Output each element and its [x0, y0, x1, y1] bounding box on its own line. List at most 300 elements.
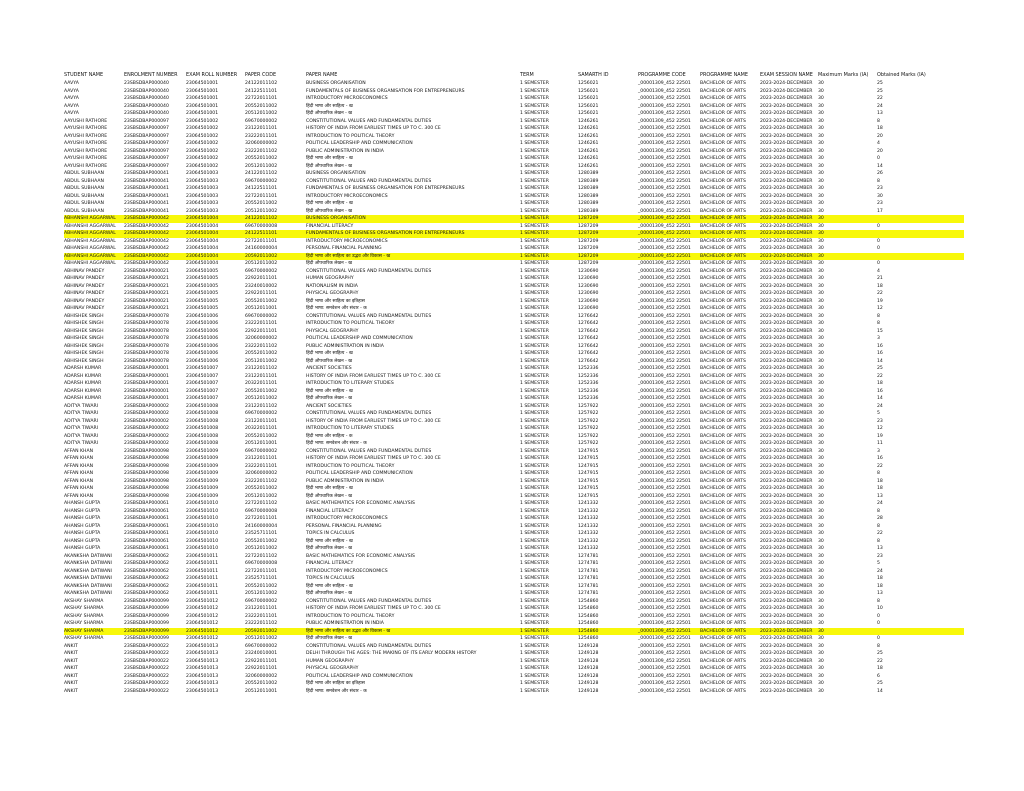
table-cell: 23SBSDBAP000061 [124, 523, 169, 529]
table-cell: _00001309_452 22501 [638, 426, 691, 431]
table-cell: 2023-2024-DECEMBER [760, 156, 813, 161]
table-cell: 69670000008 [245, 508, 278, 514]
table-cell: 69670000002 [245, 118, 278, 124]
table-cell: 23SBSDBAP000022 [124, 658, 169, 664]
table-row [64, 298, 964, 306]
table-cell: 1287209 [578, 223, 599, 229]
table-cell: INTRODUCTORY MICROECONOMICS [306, 568, 388, 574]
table-cell: 1 SEMESTER [520, 681, 549, 686]
table-cell: 23SBSDBAP000099 [124, 613, 169, 619]
table-cell: 18 [877, 666, 883, 671]
table-cell: 1257922 [578, 441, 599, 446]
table-cell: HISTORY OF INDIA FROM EARLIEST TIMES UP TO C. 300 CE [306, 126, 441, 131]
table-cell: 20592011002 [245, 253, 278, 259]
table-cell: 23SBSDBAP000061 [124, 501, 169, 506]
table-cell: 1 SEMESTER [520, 606, 549, 611]
table-cell: 13 [877, 546, 883, 551]
column-header: PROGRAMME CODE [638, 72, 686, 78]
table-cell: 30 [818, 636, 824, 641]
table-cell: 1230690 [578, 298, 599, 304]
table-cell: 2023-2024-DECEMBER [760, 463, 813, 469]
table-cell: CONSTITUTIONAL VALUES AND FUNDAMENTAL DUTIES [306, 313, 432, 319]
table-cell: 23SBSDBAP000021 [124, 306, 169, 311]
table-cell: 30 [818, 478, 824, 484]
table-cell: 30 [818, 523, 824, 529]
table-cell: BACHELOR OF ARTS [700, 643, 746, 649]
table-cell: 23064501013 [186, 688, 219, 694]
table-cell: FINANCIAL LITERACY [306, 508, 354, 514]
table-row [64, 478, 964, 486]
table-cell: BACHELOR OF ARTS [700, 351, 746, 356]
table-cell: 1 SEMESTER [520, 351, 549, 356]
table-cell: 30 [818, 576, 824, 581]
table-cell: 1247915 [578, 486, 599, 491]
table-cell: 22722011102 [245, 501, 278, 506]
table-cell: BACHELOR OF ARTS [700, 418, 746, 424]
table-cell: 23064501010 [186, 546, 219, 551]
table-cell: AAVYA [64, 88, 79, 94]
table-cell: 23SBSDBAP000042 [124, 223, 169, 229]
table-cell: _00001309_452 22501 [638, 516, 691, 521]
table-cell: 23SBSDBAP000040 [124, 81, 169, 86]
table-cell: AHANSH GUPTA [64, 523, 101, 529]
table-cell: हिंदी भाषा और साहित्य - क [306, 433, 353, 439]
table-cell: 30 [877, 193, 883, 199]
table-cell: 25 [877, 88, 883, 94]
table-cell: 23064501004 [186, 238, 219, 244]
table-cell: 23SBSDBAP000022 [124, 681, 169, 686]
table-row [64, 643, 964, 651]
table-cell: 30 [818, 403, 824, 409]
table-cell: 30 [818, 156, 824, 161]
table-cell: INTRODUCTORY MICROECONOMICS [306, 193, 388, 199]
table-cell: 69670000002 [245, 411, 278, 416]
column-header: STUDENT NAME [64, 72, 104, 78]
table-cell: 23222011101 [245, 133, 278, 139]
table-row [64, 508, 964, 516]
table-cell: 23064501004 [186, 261, 219, 266]
table-cell: ABHANSHI AGGARWAL [64, 261, 116, 266]
table-cell: _00001309_452 22501 [638, 636, 691, 641]
table-cell: 1 SEMESTER [520, 403, 549, 409]
table-cell: 1 SEMESTER [520, 171, 549, 176]
table-cell: 1276642 [578, 321, 599, 326]
table-cell: 23222011101 [245, 463, 278, 469]
table-cell: 30 [818, 118, 824, 124]
table-cell: BACHELOR OF ARTS [700, 268, 746, 274]
table-cell: 22722011101 [245, 238, 278, 244]
table-cell: BACHELOR OF ARTS [700, 193, 746, 199]
table-cell: 23SBSDBAP000097 [124, 148, 169, 154]
table-cell: हिंदी औपचारिक लेखन - ख [306, 591, 352, 596]
table-cell: 23122011101 [245, 456, 278, 461]
table-cell: 1246261 [578, 156, 599, 161]
table-cell: _00001309_452 22501 [638, 253, 691, 259]
table-row [64, 305, 964, 313]
table-cell: 1252336 [578, 388, 599, 394]
table-cell: 23SBSDBAP000078 [124, 328, 169, 334]
table-cell: 20512011002 [245, 261, 278, 266]
table-cell: INTRODUCTION TO POLITICAL THEORY [306, 463, 395, 469]
table-cell: ABHISHEK SINGH [64, 321, 104, 326]
table-cell: 32060000002 [245, 141, 278, 146]
table-cell: 8 [877, 313, 880, 319]
table-cell: 23SBSDBAP000098 [124, 448, 169, 454]
table-cell: 1 SEMESTER [520, 538, 549, 544]
table-cell: PUBLIC ADMINISTRATION IN INDIA [306, 621, 384, 626]
table-cell: ADARSH KUMAR [64, 381, 102, 386]
table-cell: 2023-2024-DECEMBER [760, 186, 813, 191]
table-cell: 23064501001 [186, 96, 219, 101]
table-cell: _00001309_452 22501 [638, 591, 691, 596]
table-cell: 23064501008 [186, 426, 219, 431]
table-cell: 5 [877, 411, 880, 416]
table-row [64, 418, 964, 426]
table-cell: BACHELOR OF ARTS [700, 238, 746, 244]
table-cell: _00001309_452 22501 [638, 96, 691, 101]
table-cell: 20512011002 [245, 493, 278, 499]
table-cell: AFFAN KHAN [64, 448, 94, 454]
table-cell: BACHELOR OF ARTS [700, 246, 746, 251]
table-cell: 23SBSDBAP000022 [124, 688, 169, 694]
table-cell: BACHELOR OF ARTS [700, 298, 746, 304]
table-cell: 1 SEMESTER [520, 88, 549, 94]
table-cell: 18 [877, 381, 883, 386]
table-cell: 23064501010 [186, 523, 219, 529]
table-cell: 1247915 [578, 493, 599, 499]
table-cell: 1 SEMESTER [520, 471, 549, 476]
table-cell: 23SBSDBAP000078 [124, 313, 169, 319]
table-cell: BACHELOR OF ARTS [700, 201, 746, 206]
table-cell: 23064501010 [186, 538, 219, 544]
table-row [64, 568, 964, 576]
table-cell: 30 [818, 81, 824, 86]
table-cell: AHANSH GUPTA [64, 516, 101, 521]
table-cell: 1287209 [578, 261, 599, 266]
column-header: EXAM SESSION NAME [760, 72, 813, 78]
table-cell: 8 [877, 178, 880, 184]
table-cell: 20322011101 [245, 381, 278, 386]
table-cell: 23SBSDBAP000040 [124, 96, 169, 101]
table-cell: ABHINAV PANDEY [64, 276, 105, 281]
table-cell: 23064501012 [186, 636, 219, 641]
table-cell: 23SBSDBAP000021 [124, 276, 169, 281]
table-cell: 23064501010 [186, 508, 219, 514]
table-cell: BACHELOR OF ARTS [700, 171, 746, 176]
table-cell: 30 [818, 418, 824, 424]
table-row [64, 260, 964, 268]
table-cell: 1252336 [578, 396, 599, 401]
table-cell: 1246261 [578, 133, 599, 139]
table-cell: BACHELOR OF ARTS [700, 688, 746, 694]
table-cell: 23064501005 [186, 291, 219, 296]
table-cell: 1 SEMESTER [520, 321, 549, 326]
table-cell: 1249128 [578, 651, 599, 656]
table-cell: 23SBSDBAP000001 [124, 366, 169, 371]
table-cell: BACHELOR OF ARTS [700, 261, 746, 266]
table-cell: 23064501008 [186, 441, 219, 446]
table-cell: 16 [877, 343, 883, 349]
table-cell: 8 [877, 598, 880, 604]
table-cell: 1230690 [578, 306, 599, 311]
table-cell: 23064501003 [186, 171, 219, 176]
table-cell: 20592011002 [245, 628, 278, 634]
table-cell: BACHELOR OF ARTS [700, 253, 746, 259]
table-cell: 1254860 [578, 636, 599, 641]
table-cell: 1280389 [578, 171, 599, 176]
table-cell: 24122011102 [245, 216, 278, 221]
table-cell: 11 [877, 441, 883, 446]
table-cell: ABDUL SUBHAAN [64, 193, 104, 199]
table-cell: ABHANSHI AGGARWAL [64, 231, 116, 236]
table-cell: 23064501004 [186, 223, 219, 229]
table-cell: 1 SEMESTER [520, 666, 549, 671]
table-cell: 23SBSDBAP000099 [124, 628, 169, 634]
table-cell: 2023-2024-DECEMBER [760, 538, 813, 544]
table-row [64, 365, 964, 373]
table-cell: हिंदी भाषा और साहित्य का उद्भव और विकास - ख [306, 253, 391, 259]
table-cell: 24122511101 [245, 231, 278, 236]
table-cell: हिंदी भाषा और साहित्य का इतिहास [306, 298, 365, 304]
table-cell: 20322011101 [245, 426, 278, 431]
table-cell: 2023-2024-DECEMBER [760, 88, 813, 94]
table-cell: 2023-2024-DECEMBER [760, 321, 813, 326]
table-cell: AAVYA [64, 103, 79, 109]
table-cell: 32060000002 [245, 673, 278, 679]
table-cell: 23SBSDBAP000062 [124, 553, 169, 559]
table-cell: 1 SEMESTER [520, 636, 549, 641]
table-cell: 2023-2024-DECEMBER [760, 396, 813, 401]
table-row [64, 88, 964, 96]
table-cell: BACHELOR OF ARTS [700, 313, 746, 319]
table-cell: 1252336 [578, 373, 599, 379]
table-cell: 23SBSDBAP000002 [124, 433, 169, 439]
table-cell: हिंदी भाषा और साहित्य - ख [306, 201, 353, 206]
table-cell: INTRODUCTION TO LITERARY STUDIES [306, 426, 394, 431]
table-cell: 23525711101 [245, 576, 278, 581]
table-cell: 1230690 [578, 276, 599, 281]
table-row [64, 470, 964, 478]
table-cell: 1 SEMESTER [520, 688, 549, 694]
table-cell: BACHELOR OF ARTS [700, 501, 746, 506]
table-cell: 23064501002 [186, 156, 219, 161]
table-cell: 1287209 [578, 216, 599, 221]
table-cell: 0 [877, 238, 880, 244]
table-cell: 17 [877, 208, 883, 214]
table-cell: 23064501002 [186, 133, 219, 139]
table-cell: 30 [818, 306, 824, 311]
table-cell: 23064501006 [186, 328, 219, 334]
table-cell: 23SBSDBAP000042 [124, 231, 169, 236]
table-cell: 23SBSDBAP000099 [124, 606, 169, 611]
table-cell: 1 SEMESTER [520, 441, 549, 446]
table-cell: हिंदी औपचारिक लेखन - ख [306, 636, 352, 641]
table-cell: 23SBSDBAP000078 [124, 351, 169, 356]
table-row [64, 403, 964, 411]
table-cell: AHANSH GUPTA [64, 538, 101, 544]
table-cell: 30 [818, 261, 824, 266]
table-cell: 1 SEMESTER [520, 193, 549, 199]
table-cell: 28 [877, 516, 883, 521]
table-cell: 1280389 [578, 208, 599, 214]
table-row [64, 583, 964, 591]
table-cell: 1 SEMESTER [520, 283, 549, 289]
table-cell: हिंदी औपचारिक लेखन - ख [306, 493, 352, 499]
table-cell: 23122011101 [245, 418, 278, 424]
table-cell: _00001309_452 22501 [638, 576, 691, 581]
table-cell: 32060000002 [245, 471, 278, 476]
table-cell: 23SBSDBAP000021 [124, 298, 169, 304]
table-cell: 1 SEMESTER [520, 268, 549, 274]
table-cell: BACHELOR OF ARTS [700, 156, 746, 161]
table-cell: BACHELOR OF ARTS [700, 681, 746, 686]
column-header: Maximum Marks (IA) [818, 72, 869, 78]
table-cell: _00001309_452 22501 [638, 471, 691, 476]
table-cell: AHANSH GUPTA [64, 508, 101, 514]
table-cell: 23SBSDBAP000061 [124, 516, 169, 521]
table-cell: 1254860 [578, 606, 599, 611]
table-cell: 23222011102 [245, 478, 278, 484]
table-cell: 1 SEMESTER [520, 81, 549, 86]
table-cell: 26 [877, 171, 883, 176]
table-cell: 3 [877, 336, 880, 341]
table-cell: 30 [818, 561, 824, 566]
table-cell: 22 [877, 291, 883, 296]
table-cell: _00001309_452 22501 [638, 433, 691, 439]
table-cell: 23064501004 [186, 253, 219, 259]
table-cell: 1 SEMESTER [520, 186, 549, 191]
table-row [64, 95, 964, 103]
table-cell: 0 [877, 621, 880, 626]
table-cell: 20512011002 [245, 208, 278, 214]
table-cell: 23064501013 [186, 681, 219, 686]
table-cell: 23SBSDBAP000001 [124, 388, 169, 394]
table-cell: 1 SEMESTER [520, 553, 549, 559]
table-cell: 30 [818, 276, 824, 281]
table-cell: 1 SEMESTER [520, 418, 549, 424]
table-cell: 23064501006 [186, 336, 219, 341]
table-cell: 23064501007 [186, 373, 219, 379]
table-cell: ADITYA TIWARI [64, 403, 99, 409]
table-cell: 23SBSDBAP000061 [124, 546, 169, 551]
table-cell: CONSTITUTIONAL VALUES AND FUNDAMENTAL DUTIES [306, 448, 432, 454]
table-cell: 30 [818, 358, 824, 364]
table-row [64, 530, 964, 538]
table-cell: हिंदी औपचारिक लेखन - ख [306, 396, 352, 401]
table-cell: _00001309_452 22501 [638, 373, 691, 379]
table-cell: PUBLIC ADMINISTRATION IN INDIA [306, 148, 384, 154]
table-cell: BACHELOR OF ARTS [700, 628, 746, 634]
table-row [64, 148, 964, 156]
table-cell: 2023-2024-DECEMBER [760, 486, 813, 491]
column-header: SAMARTH ID [578, 72, 609, 78]
table-cell: 1246261 [578, 163, 599, 169]
table-cell: 2023-2024-DECEMBER [760, 411, 813, 416]
table-cell: 1 SEMESTER [520, 156, 549, 161]
table-cell: AFFAN KHAN [64, 456, 94, 461]
table-cell: 2023-2024-DECEMBER [760, 231, 813, 236]
table-cell: _00001309_452 22501 [638, 193, 691, 199]
table-cell: AKANKSHA DATWANI [64, 576, 112, 581]
table-row [64, 268, 964, 276]
table-cell: BUSINESS ORGANISATION [306, 81, 366, 86]
table-cell: BACHELOR OF ARTS [700, 568, 746, 574]
table-cell: _00001309_452 22501 [638, 163, 691, 169]
table-row [64, 500, 964, 508]
table-cell: ABDUL SUBHAAN [64, 171, 104, 176]
table-cell: 23064501006 [186, 321, 219, 326]
table-cell: 20512011001 [245, 306, 278, 311]
table-cell: CONSTITUTIONAL VALUES AND FUNDAMENTAL DUTIES [306, 598, 432, 604]
table-cell: HUMAN GEOGRAPHY [306, 658, 354, 664]
table-cell: _00001309_452 22501 [638, 501, 691, 506]
table-cell: 2023-2024-DECEMBER [760, 576, 813, 581]
table-cell: 69670000002 [245, 598, 278, 604]
table-cell: BACHELOR OF ARTS [700, 381, 746, 386]
table-cell: 30 [818, 186, 824, 191]
table-cell: 16 [877, 351, 883, 356]
table-cell: 1 SEMESTER [520, 253, 549, 259]
table-cell: 1 SEMESTER [520, 658, 549, 664]
table-cell: 23064501013 [186, 643, 219, 649]
table-cell: AKANKSHA DATWANI [64, 553, 112, 559]
table-cell: हिंदी भाषा और साहित्य - ख [306, 538, 353, 544]
table-cell: 23064501004 [186, 216, 219, 221]
table-cell: ANKIT [64, 673, 78, 679]
table-cell: 23064501001 [186, 111, 219, 116]
table-cell: 2023-2024-DECEMBER [760, 493, 813, 499]
table-cell: 22922011101 [245, 658, 278, 664]
table-cell: 30 [818, 688, 824, 694]
table-cell: 23SBSDBAP000022 [124, 673, 169, 679]
table-cell: 1 SEMESTER [520, 216, 549, 221]
table-cell: 20552011002 [245, 583, 278, 589]
table-cell: 20512011001 [245, 441, 278, 446]
table-cell: 30 [818, 231, 824, 236]
table-cell: 23SBSDBAP000022 [124, 651, 169, 656]
table-cell: 23SBSDBAP000078 [124, 336, 169, 341]
table-cell: 23SBSDBAP000099 [124, 636, 169, 641]
table-cell: 23222011101 [245, 613, 278, 619]
table-cell: 32060000002 [245, 336, 278, 341]
table-cell: INTRODUCTION TO POLITICAL THEORY [306, 613, 395, 619]
table-cell: 1256021 [578, 103, 599, 109]
table-cell: AKANKSHA DATWANI [64, 583, 112, 589]
table-cell: 23SBSDBAP000021 [124, 283, 169, 289]
table-cell: 69670000002 [245, 268, 278, 274]
table-cell: 23SBSDBAP000062 [124, 561, 169, 566]
table-row [64, 658, 964, 666]
table-cell: 2023-2024-DECEMBER [760, 591, 813, 596]
table-cell: हिंदी औपचारिक लेखन - ख [306, 111, 352, 116]
table-cell: 30 [818, 471, 824, 476]
table-cell: _00001309_452 22501 [638, 568, 691, 574]
table-cell: 69670000002 [245, 643, 278, 649]
table-cell: 1 SEMESTER [520, 261, 549, 266]
table-cell: BACHELOR OF ARTS [700, 88, 746, 94]
table-cell: 1287209 [578, 231, 599, 236]
table-cell: _00001309_452 22501 [638, 688, 691, 694]
table-cell: BACHELOR OF ARTS [700, 658, 746, 664]
table-cell: 30 [818, 246, 824, 251]
table-cell: _00001309_452 22501 [638, 81, 691, 86]
table-cell: 1276642 [578, 351, 599, 356]
table-cell: ADITYA TIWARI [64, 418, 99, 424]
table-cell: ANCIENT SOCIETIES [306, 403, 352, 409]
table-cell: _00001309_452 22501 [638, 103, 691, 109]
table-cell: हिंदी भाषा: समवेशन और संचार - क [306, 688, 367, 694]
table-cell: 30 [818, 126, 824, 131]
